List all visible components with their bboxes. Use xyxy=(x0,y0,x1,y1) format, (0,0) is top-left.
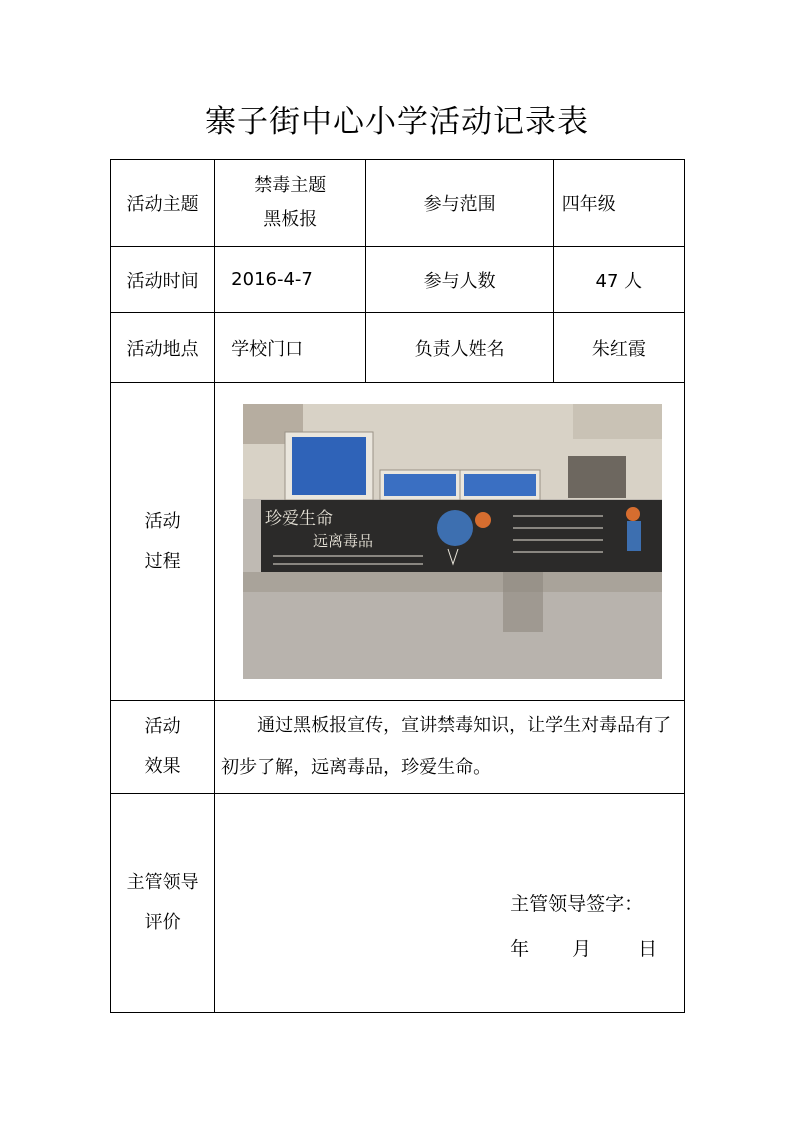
theme-value xyxy=(215,160,366,247)
board-text-1: 珍爱生命 xyxy=(265,509,334,529)
time-label: 活动时间 xyxy=(111,247,215,313)
blackboard-photo xyxy=(243,404,662,679)
review-label xyxy=(111,794,215,1013)
table-row xyxy=(111,313,685,383)
process-label xyxy=(111,383,215,701)
place-label: 活动地点 xyxy=(111,313,215,383)
theme-value-line2: 黑板报 xyxy=(263,209,318,230)
day-label: 日 xyxy=(638,938,658,960)
year-label: 年 xyxy=(510,938,530,960)
effect-paragraph: 通过黑板报宣传，宣讲禁毒知识，让学生对毒品有了初步了解，远离毒品，珍爱生命。 xyxy=(221,715,672,778)
table-row xyxy=(111,160,685,247)
table-row xyxy=(111,247,685,313)
effect-label xyxy=(111,701,215,794)
board-text-2: 远离毒品 xyxy=(313,532,374,550)
month-label: 月 xyxy=(572,938,592,960)
review-cell xyxy=(215,794,685,1013)
effect-label-line2: 效果 xyxy=(144,756,181,777)
page-title: 寨子街中心小学活动记录表 xyxy=(205,104,589,140)
place-value: 学校门口 xyxy=(215,313,366,383)
effect-text xyxy=(215,701,685,794)
effect-label-line1: 活动 xyxy=(144,716,181,737)
table-row xyxy=(111,383,685,701)
process-label-line1: 活动 xyxy=(144,510,181,532)
scope-label: 参与范围 xyxy=(366,160,553,247)
review-label-line1: 主管领导 xyxy=(126,872,199,893)
signature-label: 主管领导签字： xyxy=(510,893,644,915)
scope-value: 四年级 xyxy=(553,160,684,247)
table-row xyxy=(111,701,685,794)
theme-label: 活动主题 xyxy=(111,160,215,247)
process-photo-cell xyxy=(215,383,685,701)
review-label-line2: 评价 xyxy=(144,912,181,933)
leader-value: 朱红霞 xyxy=(553,313,684,383)
table-row xyxy=(111,794,685,1013)
theme-value-line1: 禁毒主题 xyxy=(254,175,327,196)
count-value: 47 人 xyxy=(553,247,684,313)
activity-record-table xyxy=(110,159,685,1013)
count-label: 参与人数 xyxy=(366,247,553,313)
leader-label: 负责人姓名 xyxy=(366,313,553,383)
time-value: 2016-4-7 xyxy=(215,247,366,313)
process-label-line2: 过程 xyxy=(144,550,181,572)
